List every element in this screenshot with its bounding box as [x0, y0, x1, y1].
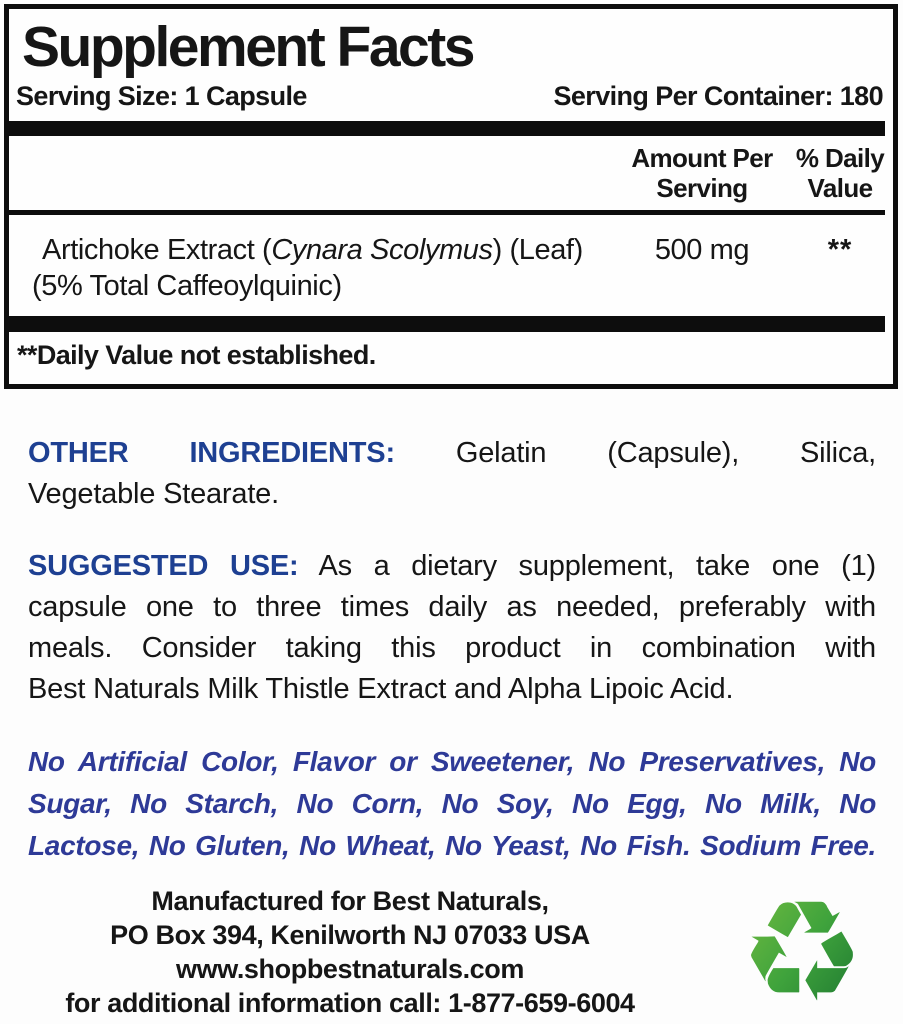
other-ingredients-text: Gelatin (Capsule), Silica,	[394, 437, 876, 469]
supplement-facts-title: Supplement Facts	[22, 15, 473, 79]
ingredient-name-suffix: ) (Leaf)	[492, 234, 583, 266]
servings-per-container: Serving Per Container: 180	[553, 81, 883, 111]
ingredient-standardization: (5% Total Caffeoylquinic)	[32, 270, 342, 302]
amount-per-serving-header: Amount Per Serving	[631, 143, 773, 203]
ingredient-amount: 500 mg	[654, 234, 750, 266]
suggested-use-text-line4: Best Naturals Milk Thistle Extract and Alpha Lipoic Acid.	[28, 673, 734, 705]
serving-info-row	[9, 78, 893, 121]
claims-line2: Sugar, No Starch, No Corn, No Soy, No Egg, No Milk, No	[28, 788, 876, 819]
suggested-use-paragraph	[28, 546, 876, 710]
divider-bar-bottom	[9, 316, 885, 332]
other-ingredients-text-line2: Vegetable Stearate.	[28, 478, 279, 510]
divider-bar-top	[9, 121, 885, 136]
claims-line1: No Artificial Color, Flavor or Sweetener, No Preservatives, No	[28, 746, 876, 777]
suggested-use-text-line3: meals. Consider taking this product in combination with	[28, 632, 876, 664]
other-ingredients-paragraph	[28, 433, 876, 515]
label-body-text	[28, 433, 876, 898]
claims-line3: Lactose, No Gluten, No Wheat, No Yeast, No Fish. Sodium Free.	[28, 830, 876, 861]
serving-size: Serving Size: 1 Capsule	[16, 81, 307, 111]
manufacturer-line: Manufactured for Best Naturals,	[151, 886, 549, 916]
manufacturer-footer	[0, 884, 903, 1020]
ingredient-botanical-name: Cynara Scolymus	[271, 234, 493, 266]
ingredient-name	[9, 232, 617, 304]
daily-value-header: % Daily Value	[795, 143, 885, 203]
recycle-glyph: ♻	[738, 882, 865, 1022]
ingredient-row	[9, 215, 893, 316]
ingredient-name-prefix: Artichoke Extract (	[42, 234, 272, 266]
other-ingredients-heading: OTHER INGREDIENTS:	[28, 437, 395, 469]
manufacturer-phone: for additional information call: 1-877-659-6004	[65, 988, 635, 1018]
suggested-use-text-line2: capsule one to three times daily as needed, preferably with	[28, 591, 876, 623]
facts-column-headers	[9, 136, 893, 210]
recycle-icon	[700, 884, 903, 1020]
no-additives-claims	[28, 741, 876, 867]
daily-value-footnote: **Daily Value not established.	[17, 340, 376, 370]
ingredient-daily-value: **	[827, 234, 853, 266]
manufacturer-address: PO Box 394, Kenilworth NJ 07033 USA	[110, 920, 590, 950]
suggested-use-text-line1: As a dietary supplement, take one (1)	[298, 550, 876, 582]
suggested-use-heading: SUGGESTED USE:	[28, 550, 299, 582]
supplement-facts-panel	[4, 4, 898, 389]
manufacturer-website: www.shopbestnaturals.com	[176, 954, 524, 984]
manufacturer-info	[0, 884, 700, 1020]
